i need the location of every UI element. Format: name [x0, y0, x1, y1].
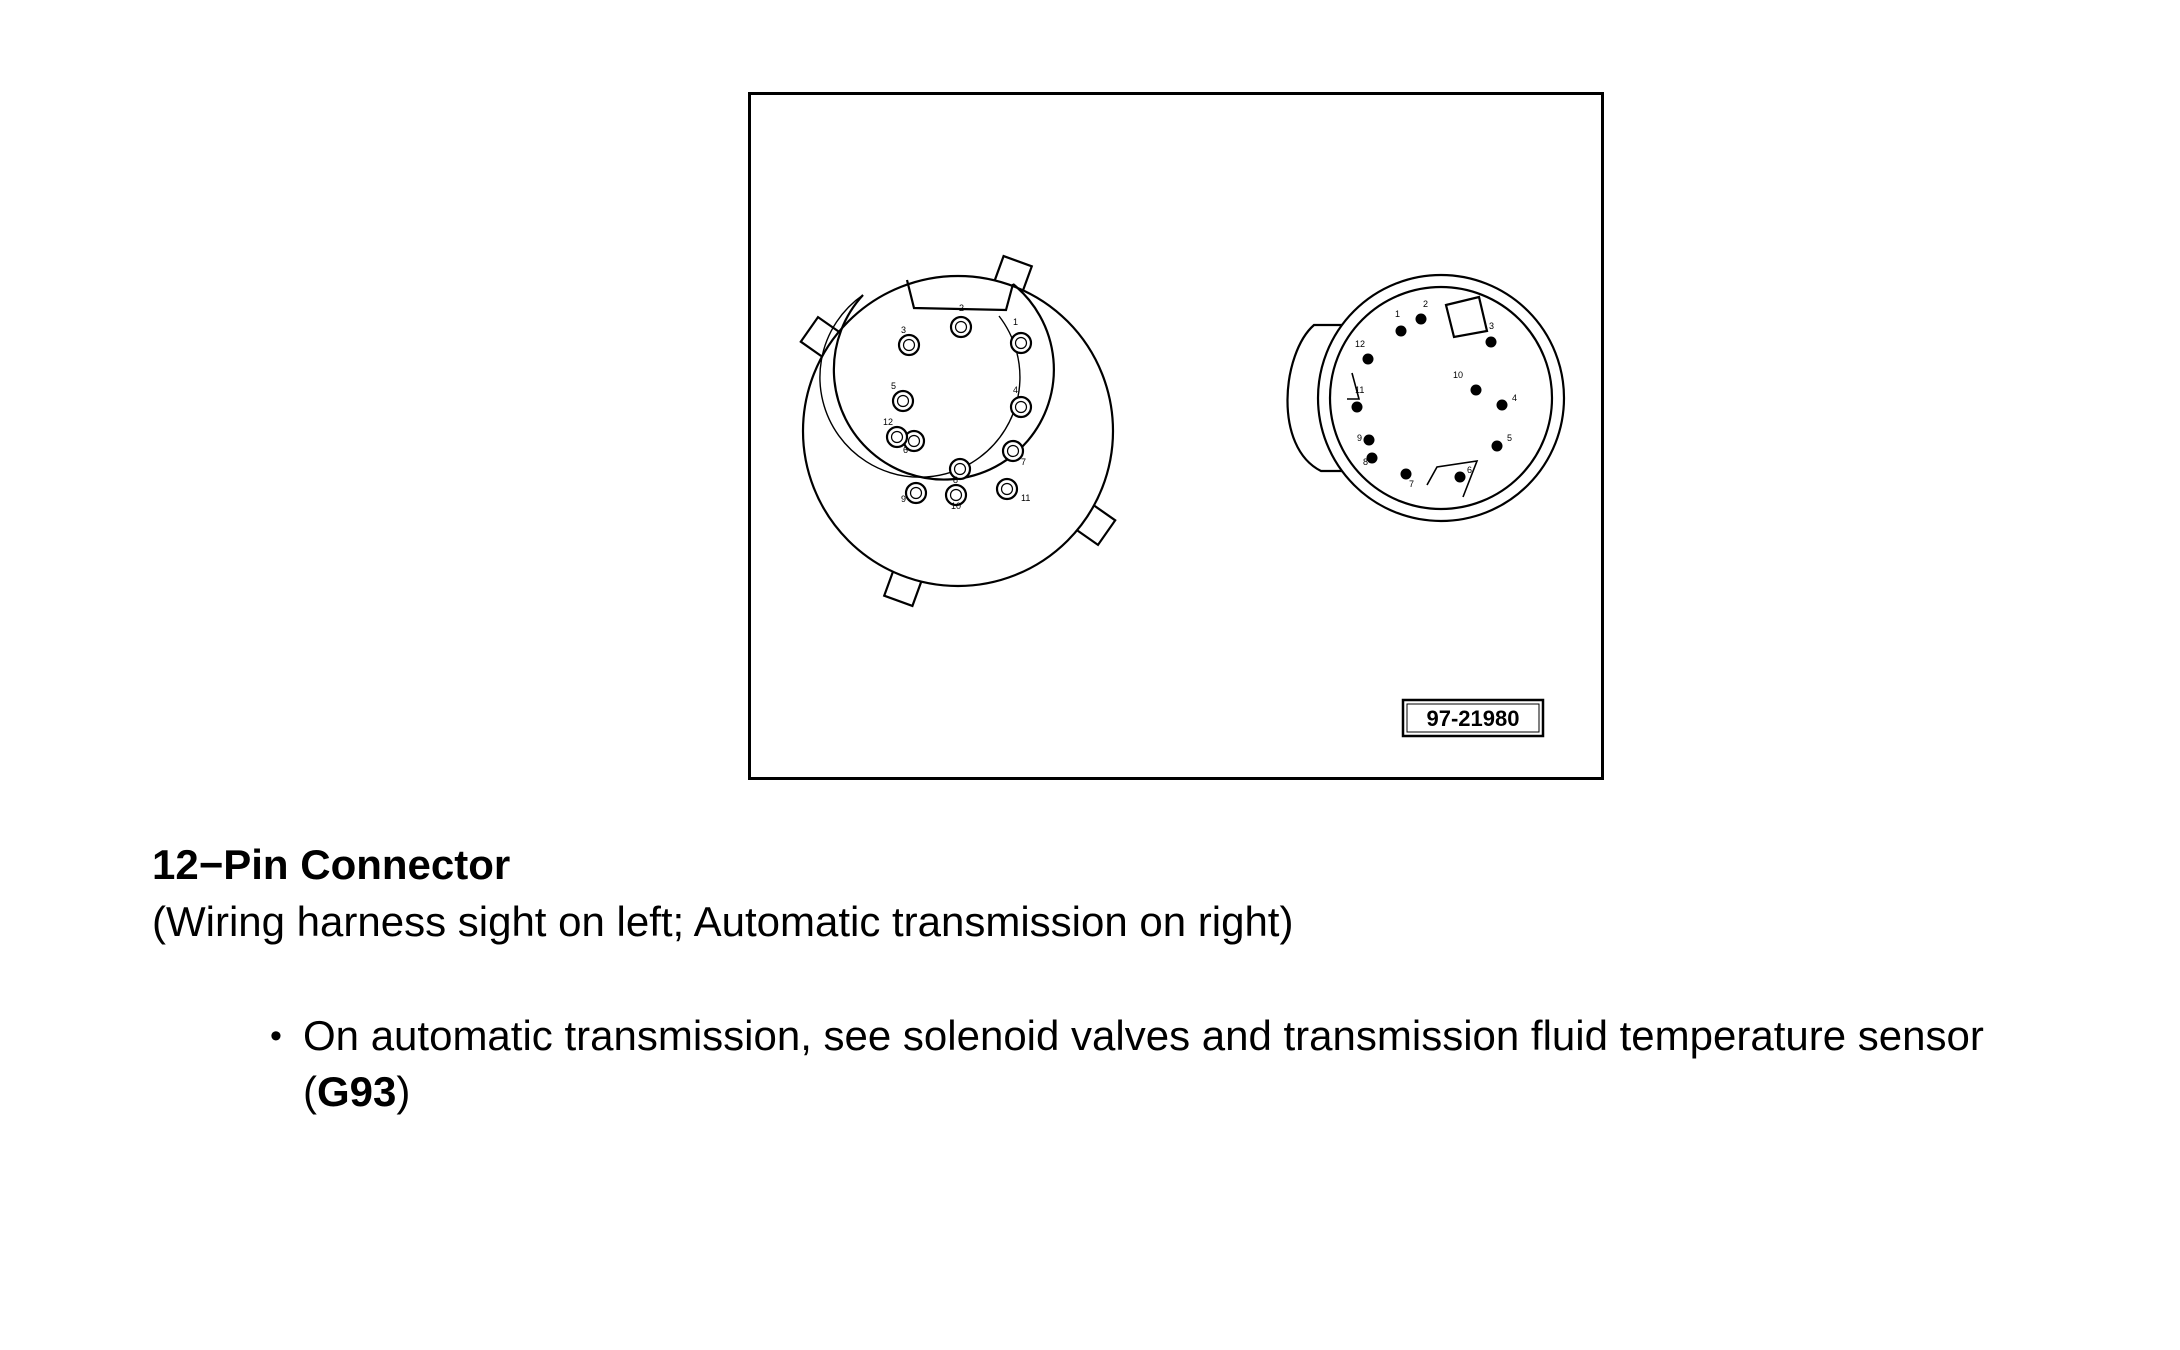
bullet-line-2	[303, 1064, 2163, 1120]
pin	[899, 335, 919, 355]
pin-label: 5	[1507, 433, 1513, 443]
pin	[887, 427, 907, 447]
pin	[1455, 472, 1466, 483]
pin-label: 12	[1355, 339, 1366, 349]
bullet-line-1: On automatic transmission, see solenoid valves and transmission fluid temperature sensor	[303, 1012, 1984, 1059]
pin-label: 6	[1467, 465, 1473, 475]
pin-label: 4	[1013, 385, 1019, 395]
pin	[1486, 337, 1497, 348]
bullet-icon: •	[270, 1017, 282, 1055]
pin-label: 2	[959, 303, 965, 313]
pin-label: 7	[1409, 479, 1415, 489]
pin-label: 10	[1453, 370, 1464, 380]
paren-close: )	[396, 1068, 411, 1115]
pin	[1497, 400, 1508, 411]
reference-box	[1403, 700, 1543, 736]
connector-diagram	[751, 95, 1601, 777]
pin	[1011, 397, 1031, 417]
component-code: G93	[317, 1068, 397, 1115]
pin-label: 12	[883, 417, 894, 427]
pin-label: 11	[1355, 385, 1365, 395]
reference-number: 97-21980	[1426, 706, 1520, 731]
pin-label: 5	[891, 381, 897, 391]
pin	[1416, 314, 1427, 325]
pin-label: 8	[1363, 457, 1369, 467]
pin-label: 9	[1357, 433, 1363, 443]
pin	[1396, 326, 1407, 337]
pin	[1003, 441, 1023, 461]
pin	[1471, 385, 1482, 396]
pin	[1401, 469, 1412, 480]
connector-illustration	[748, 92, 1604, 780]
pin	[1367, 453, 1378, 464]
section-heading: 12−Pin Connector	[152, 841, 511, 888]
pin	[951, 317, 971, 337]
pin-label: 3	[1489, 321, 1495, 331]
connector-key	[1446, 297, 1487, 337]
pin-label: 8	[953, 475, 959, 485]
pin	[1492, 441, 1503, 452]
pin-label: 3	[901, 325, 907, 335]
section-subheading: (Wiring harness sight on left; Automatic transmission on right)	[152, 898, 1294, 945]
pin-label: 1	[1013, 317, 1019, 327]
pin	[1011, 333, 1031, 353]
pin-label: 4	[1512, 393, 1518, 403]
pin	[893, 391, 913, 411]
pin	[1364, 435, 1375, 446]
pin-label: 1	[1395, 309, 1401, 319]
connector-outer-ring	[1318, 275, 1564, 521]
pin-label: 11	[1021, 493, 1031, 503]
pin-label: 10	[951, 501, 962, 511]
wiring-harness-connector	[801, 256, 1115, 606]
pin	[1352, 402, 1363, 413]
pin-label: 7	[1021, 457, 1027, 467]
pin	[906, 483, 926, 503]
pin-label: 9	[901, 494, 907, 504]
paren-open: (	[303, 1068, 317, 1115]
bullet-text	[303, 1008, 2163, 1120]
pin	[997, 479, 1017, 499]
transmission-connector	[1287, 275, 1564, 521]
pin-label: 6	[903, 445, 909, 455]
pin	[1363, 354, 1374, 365]
pin-label: 2	[1423, 299, 1429, 309]
